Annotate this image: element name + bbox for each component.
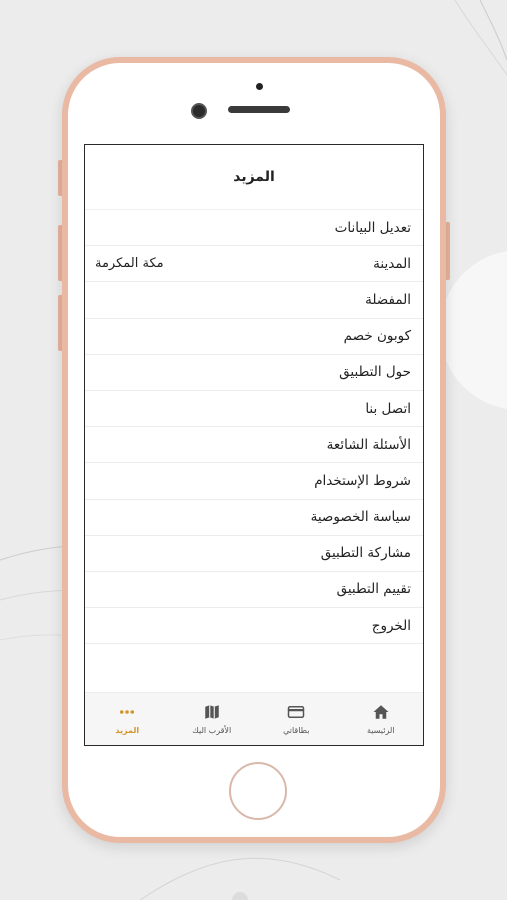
menu-item-label: كوبون خصم <box>343 328 411 345</box>
menu-item-city[interactable] <box>85 246 423 282</box>
front-camera <box>191 103 207 119</box>
menu-item-label: الخروج <box>371 617 411 634</box>
menu-item-label: مشاركة التطبيق <box>320 545 411 562</box>
menu-item-terms-of-use[interactable] <box>85 463 423 499</box>
menu-item-privacy-policy[interactable] <box>85 500 423 536</box>
menu-item-label: سياسة الخصوصية <box>310 509 411 526</box>
menu-item-edit-profile[interactable] <box>85 210 423 246</box>
menu-item-faq[interactable] <box>85 427 423 463</box>
menu-item-rate-app[interactable] <box>85 572 423 608</box>
earpiece-speaker <box>228 106 290 113</box>
more-icon <box>118 703 136 721</box>
menu-item-about-app[interactable] <box>85 355 423 391</box>
menu-item-label: شروط الإستخدام <box>314 472 411 489</box>
tab-nearest[interactable] <box>170 693 255 745</box>
menu-item-label: اتصل بنا <box>365 400 411 417</box>
tab-label: الأقرب اليك <box>192 726 232 735</box>
tab-home[interactable] <box>339 693 424 745</box>
tab-label: المزيد <box>115 726 140 735</box>
map-icon <box>203 703 221 721</box>
app-screen <box>84 144 424 746</box>
tab-label: الرئيسية <box>366 726 395 735</box>
home-icon <box>372 703 390 721</box>
tab-more[interactable] <box>85 693 170 745</box>
menu-item-label: حول التطبيق <box>339 364 411 381</box>
bottom-tab-bar <box>85 692 423 745</box>
more-menu <box>85 210 423 644</box>
menu-item-label: تقييم التطبيق <box>336 581 411 598</box>
menu-item-logout[interactable] <box>85 608 423 644</box>
tab-my-cards[interactable] <box>254 693 339 745</box>
page-title: المزيد <box>85 145 423 210</box>
menu-item-label: الأسئلة الشائعة <box>326 436 411 453</box>
tab-label: بطاقاتي <box>283 726 310 735</box>
menu-item-favorites[interactable] <box>85 282 423 318</box>
home-button[interactable] <box>229 762 287 820</box>
menu-item-label: تعديل البيانات <box>334 219 411 236</box>
selected-city-value: مكة المكرمة <box>95 256 164 272</box>
card-icon <box>287 703 305 721</box>
menu-item-label: المدينة <box>373 255 411 272</box>
menu-item-contact-us[interactable] <box>85 391 423 427</box>
menu-item-share-app[interactable] <box>85 536 423 572</box>
menu-item-discount-coupon[interactable] <box>85 319 423 355</box>
proximity-sensor <box>256 83 263 90</box>
menu-item-label: المفضلة <box>365 291 411 308</box>
